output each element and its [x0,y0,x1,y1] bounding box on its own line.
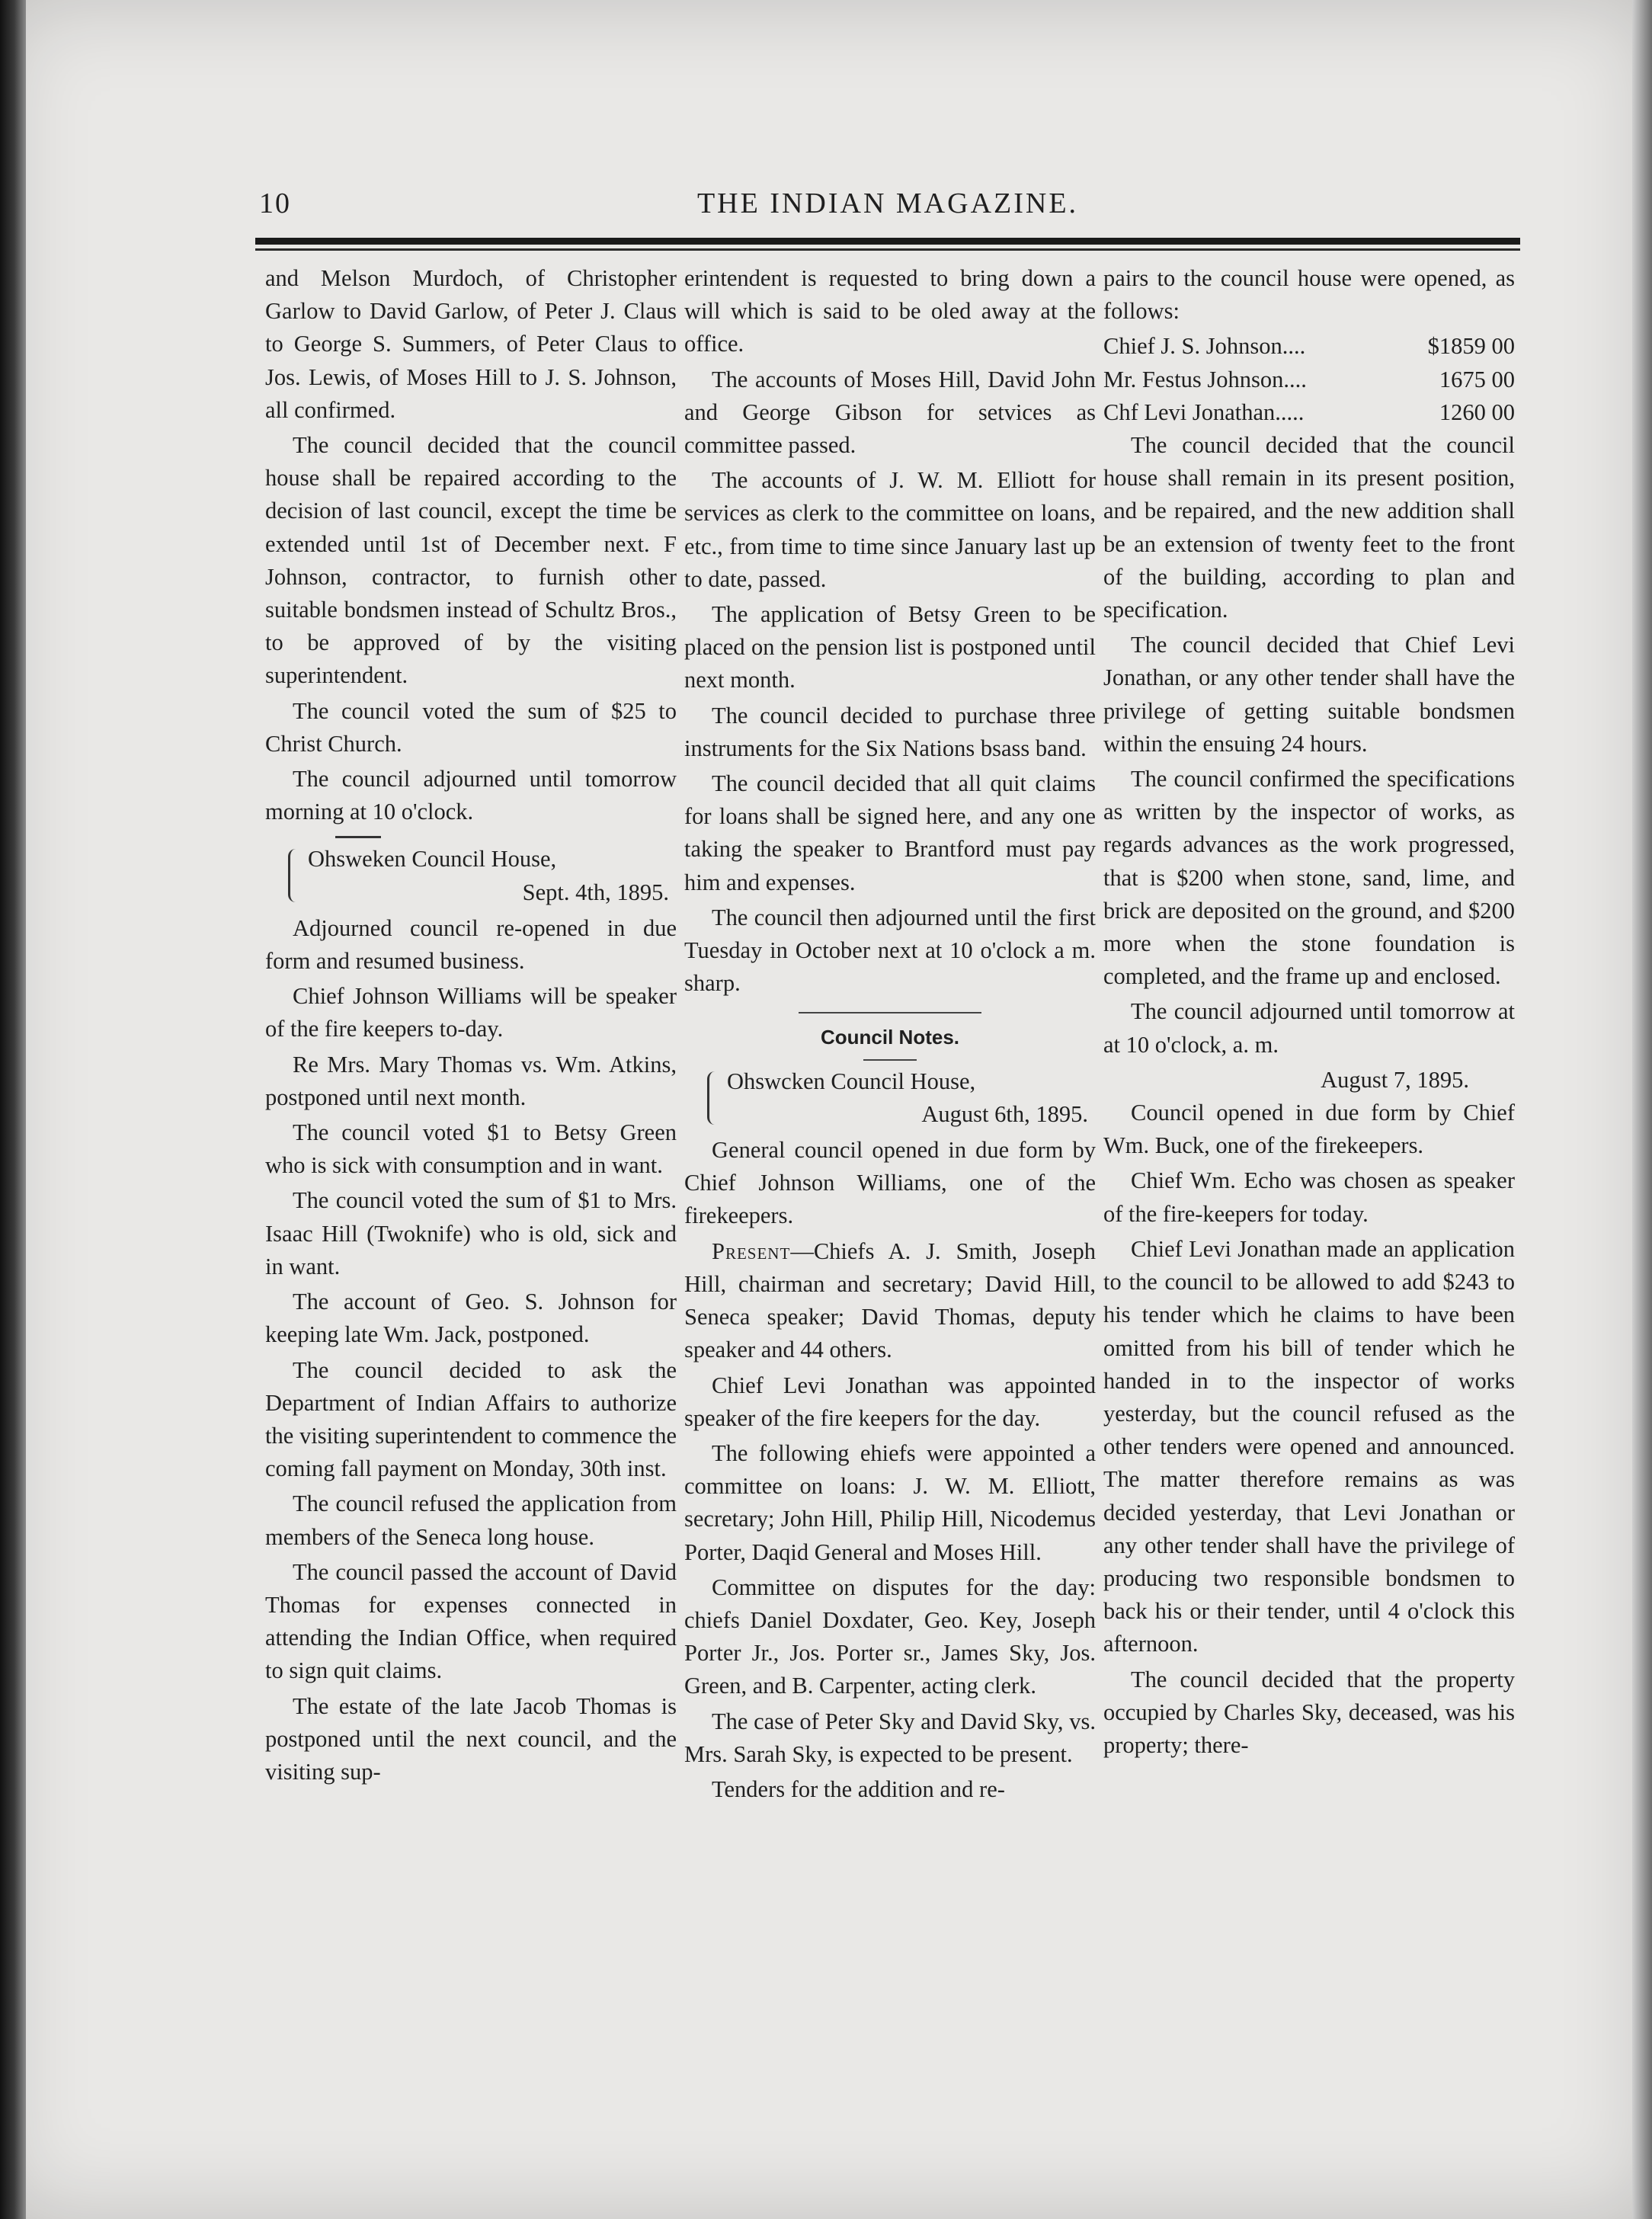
paragraph: and Melson Murdoch, of Christopher Garlow to David Garlow, of Peter J. Claus to George S. Summers, of Peter Claus to Jos. Lewis, of Moses Hill to J. S. Johnson, all confirmed. [265,265,677,423]
tender-row [1103,330,1515,363]
heading-underline [863,1059,917,1061]
tender-name: Mr. Festus Johnson.... [1103,366,1307,392]
paragraph: Adjourned council re-opened in due form and resumed business. [265,914,677,975]
paragraph: The council adjourned until tomorrow morning at 10 o'clock. [265,766,677,825]
book-spine-shadow [0,0,26,2219]
tender-amount: $1859 00 [1427,333,1515,360]
paragraph: The council decided to purchase three instruments for the Six Nations bsass band. [684,702,1096,761]
page-header [259,187,1516,232]
paragraph: Chief Levi Jonathan made an application to the council to be allowed to add $243 to his tender which he claims to have been omitted from his bill of tender which he handed in to the inspector of works yesterday, but the council refused as the other tenders were opened and announced. The matter therefore remains as was decided yesterday, that Levi Jonathan or any other tender shall have the privilege of producing two responsible bondsmen to back his or their tender, until 4 o'clock this afternoon. [1103,1235,1515,1657]
section-divider [799,1012,981,1013]
paragraph: The council decided that the council house shall be repaired according to the decision of last council, except the time be extended until 1st of December next. F Johnson, contractor, to furnish other suitable bondsmen instead of Schultz Bros., to be approved of by the visiting superintendent. [265,432,677,689]
column-2 [684,262,1096,2076]
section-heading: Council Notes. [820,1026,959,1049]
tender-list [1103,330,1515,429]
column-1 [265,262,677,2076]
dateline [265,843,677,908]
paragraph: Chief Wm. Echo was chosen as speaker of the fire-keepers for today. [1103,1167,1515,1227]
dateline-date: August 6th, 1895. [921,1100,1088,1127]
paragraph: The council decided that Chief Levi Jonathan, or any other tender shall have the privilege of getting suitable bondsmen within the ensuing 24 hours. [1103,632,1515,757]
paragraph: The council voted $1 to Betsy Green who is sick with consumption and in want. [265,1119,677,1179]
paragraph: The account of Geo. S. Johnson for keeping late Wm. Jack, postponed. [265,1289,677,1348]
paragraph: erintendent is requested to bring down a will which is said to be oled away at the office. [684,265,1096,357]
paragraph: The accounts of Moses Hill, David John and George Gibson for setvices as committee passed. [684,366,1096,459]
paragraph: The council passed the account of David Thomas for expenses connected in attending the Indian Office, when required to sign quit claims. [265,1558,677,1684]
present-list: —Chiefs A. J. Smith, Joseph Hill, chairman and secretary; David Hill, Seneca speaker; David Thomas, deputy speaker and 44 others. [684,1238,1096,1363]
tender-name: Chief J. S. Johnson.... [1103,333,1306,360]
paragraph: The estate of the late Jacob Thomas is postponed until the next council, and the visiting sup- [265,1692,677,1785]
dateline-date: August 7, 1895. [1321,1066,1469,1093]
paragraph: pairs to the council house were opened, as follows: [1103,265,1515,325]
paragraph: The council refused the application from members of the Seneca long house. [265,1491,677,1550]
paragraph: The council decided that all quit claims for loans shall be signed here, and any one taking the speaker to Brantford must pay him and expenses. [684,770,1096,895]
paragraph: The council then adjourned until the first Tuesday in October next at 10 o'clock a m. sharp. [684,904,1096,997]
header-rule-thick [255,238,1520,245]
paragraph: The council adjourned until tomorrow at at 10 o'clock, a. m. [1103,998,1515,1058]
paragraph: Tenders for the addition and re- [712,1776,1005,1802]
tender-name: Chf Levi Jonathan..... [1103,399,1305,425]
paragraph: Re Mrs. Mary Thomas vs. Wm. Atkins, postponed until next month. [265,1051,677,1110]
paragraph: The council voted the sum of $1 to Mrs. Isaac Hill (Twoknife) who is old, sick and in want. [265,1187,677,1279]
dateline [684,1065,1096,1131]
paragraph [684,1235,1096,1367]
paragraph: The accounts of J. W. M. Elliott for services as clerk to the committee on loans, etc., from time to time since January last up to date, passed. [684,467,1096,592]
paragraph: Committee on disputes for the day: chiefs Daniel Doxdater, Geo. Key, Joseph Porter Jr., Jos. Porter sr., James Sky, Jos. Green, and B. Carpenter, acting clerk. [684,1574,1096,1699]
paragraph: The case of Peter Sky and David Sky, vs. Mrs. Sarah Sky, is expected to be present. [684,1708,1096,1767]
page-edge-shadow [1632,0,1652,2219]
dateline-place: Ohswcken Council House, [684,1065,1096,1098]
paragraph: The following ehiefs were appointed a committee on loans: J. W. M. Elliott, secretary; John Hill, Philip Hill, Nicodemus Porter, Daqid General and Moses Hill. [684,1439,1096,1565]
tender-amount: 1260 00 [1439,399,1515,425]
present-label: Present [712,1238,791,1264]
paragraph: The application of Betsy Green to be placed on the pension list is postponed until next month. [684,601,1096,693]
paragraph: The council decided to ask the Department of Indian Affairs to authorize the visiting superintendent to commence the coming fall payment on Monday, 30th inst. [265,1356,677,1482]
column-3 [1103,262,1515,2076]
tender-amount: 1675 00 [1439,366,1515,392]
section-divider [335,836,381,838]
paragraph: Council opened in due form by Chief Wm. Buck, one of the firekeepers. [1103,1100,1515,1159]
magazine-title: THE INDIAN MAGAZINE. [696,187,1079,219]
paragraph: General council opened in due form by Chief Johnson Williams, one of the firekeepers. [684,1137,1096,1229]
paragraph: The council confirmed the specifications as written by the inspector of works, as regards advances as the work progressed, that is $200 when stone, sand, lime, and brick are deposited on the ground, and $200 more when the stone foundation is completed, and the frame up and enclosed. [1103,766,1515,990]
dateline-place: Ohsweken Council House, [265,843,677,876]
page-number: 10 [259,187,291,219]
paragraph: Chief Levi Jonathan was appointed speaker of the fire keepers for the day. [684,1372,1096,1431]
tender-row [1103,363,1515,396]
paragraph: Chief Johnson Williams will be speaker of the fire keepers to-day. [265,983,677,1042]
tender-row [1103,396,1515,429]
paragraph: The council voted the sum of $25 to Christ Church. [265,697,677,757]
paragraph: The council decided that the property occupied by Charles Sky, deceased, was his property; there- [1103,1666,1515,1758]
paragraph: The council decided that the council house shall remain in its present position, and be repaired, and the new addition shall be an extension of twenty feet to the front of the building, according to plan and specification. [1103,432,1515,623]
header-rule-thin [255,248,1520,251]
dateline-date: Sept. 4th, 1895. [522,879,669,905]
